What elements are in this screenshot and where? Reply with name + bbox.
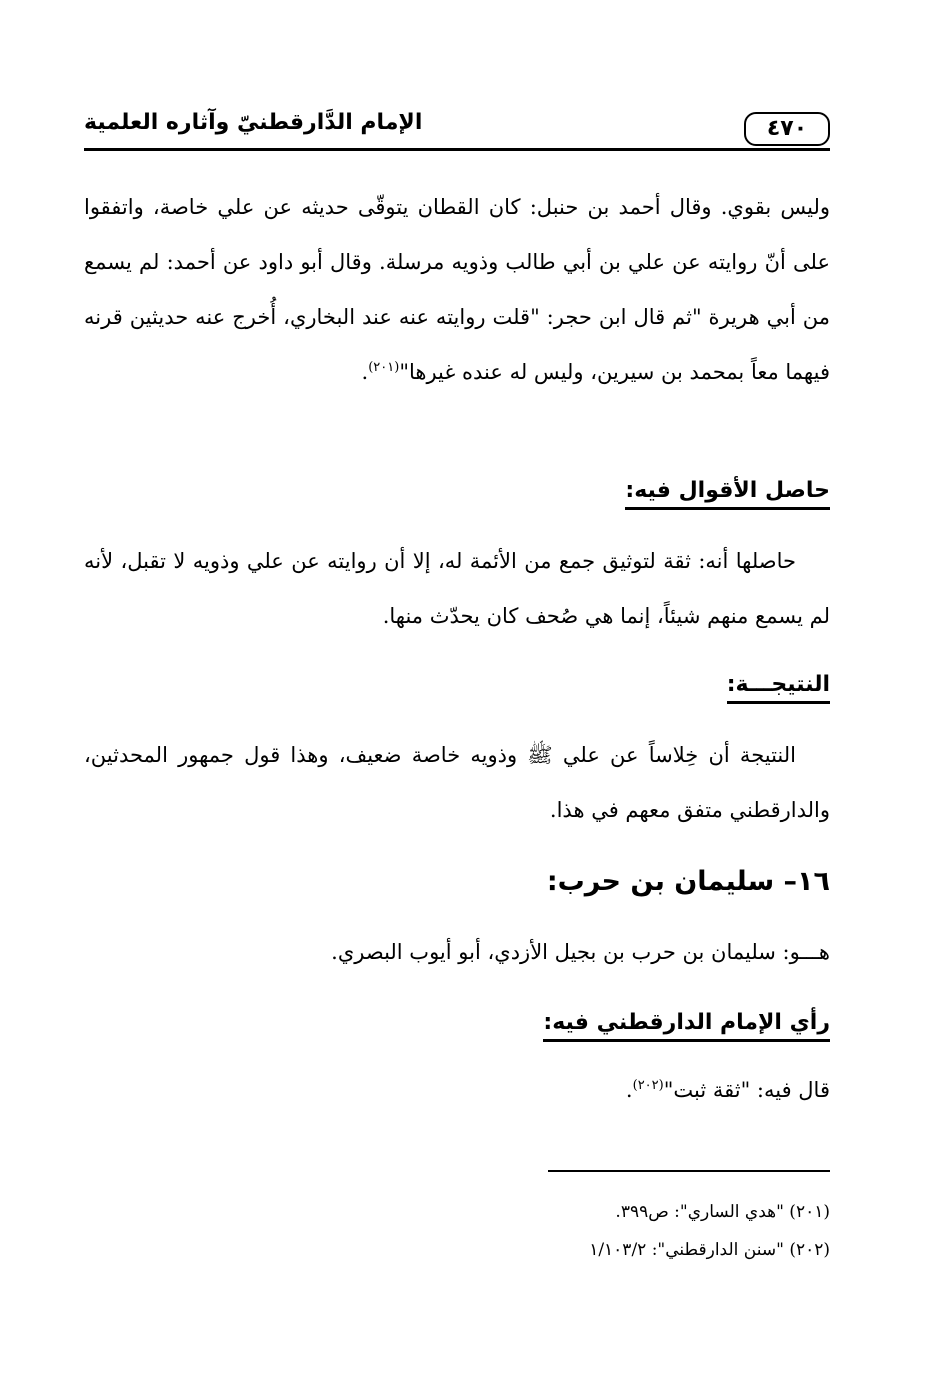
footnote-ref-201: (٢٠١) bbox=[368, 360, 400, 375]
paragraph-4 bbox=[331, 940, 830, 964]
running-title: الإمام الدَّارقطنيّ وآثاره العلمية bbox=[84, 110, 423, 135]
entry-heading: ١٦– سليمان بن حرب: bbox=[546, 866, 830, 897]
footnote-202: (٢٠٢) "سنن الدارقطني": ١/١٠٣/٢ bbox=[589, 1240, 830, 1260]
paragraph-4-text: هـــو: سليمان بن حرب بن بجيل الأزدي، أبو أيوب البصري. bbox=[331, 940, 830, 964]
paragraph-3 bbox=[84, 728, 830, 838]
paragraph-5 bbox=[626, 1078, 830, 1102]
footnote-201: (٢٠١) "هدي الساري": ص٣٩٩. bbox=[615, 1202, 830, 1222]
paragraph-1-text: وليس بقوي. وقال أحمد بن حنبل: كان القطان يتوقّى حديثه عن علي خاصة، واتفقوا على أنّ روايته عن علي بن أبي طالب وذويه مرسلة. وقال أبو داود عن أحمد: لم يسمع من أبي هريرة "ثم قال ابن حجر: "قلت روايته عنه عند البخاري، أُخرج عنه حديثين قرنه فيهما معاً بمحمد بن سيرين، وليس له عنده غيرها" bbox=[84, 195, 830, 384]
page-number: ٤٧٠ bbox=[744, 112, 830, 146]
footnote-rule bbox=[548, 1170, 830, 1172]
heading-opinion: رأي الإمام الدارقطني فيه: bbox=[543, 1010, 830, 1042]
paragraph-2-text: حاصلها أنه: ثقة لتوثيق جمع من الأئمة له، إلا أن روايته عن علي وذويه لا تقبل، لأنه لم يسمع منهم شيئاً، إنما هي صُحف كان يحدّث منها. bbox=[84, 549, 830, 628]
paragraph-1-end: . bbox=[361, 360, 369, 384]
paragraph-1 bbox=[84, 180, 830, 400]
footnote-ref-202: (٢٠٢) bbox=[632, 1078, 664, 1093]
heading-result: النتيجـــة: bbox=[727, 672, 830, 704]
header-rule bbox=[84, 148, 830, 151]
heading-summary: حاصل الأقوال فيه: bbox=[625, 478, 830, 510]
paragraph-5-end: . bbox=[625, 1078, 633, 1102]
page-header bbox=[84, 104, 830, 150]
paragraph-5-text: قال فيه: "ثقة ثبت" bbox=[663, 1078, 830, 1102]
paragraph-2 bbox=[84, 534, 830, 644]
paragraph-3-text: النتيجة أن خِلاساً عن علي ﷺ وذويه خاصة ضعيف، وهذا قول جمهور المحدثين، والدارقطني متفق معهم في هذا. bbox=[84, 743, 830, 822]
